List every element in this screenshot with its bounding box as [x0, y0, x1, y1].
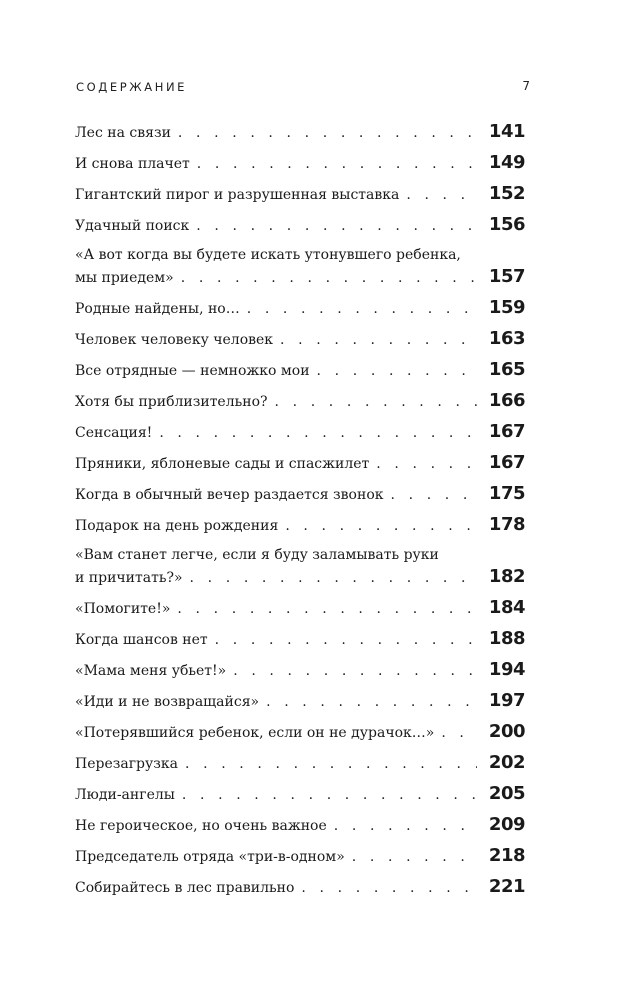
toc-entry-title: Не героическое, но очень важное: [75, 818, 327, 834]
toc-entry-row: [75, 214, 525, 237]
dot-leader: [181, 268, 477, 289]
toc-entry-title: Хотя бы приблизительно?: [75, 394, 268, 410]
toc-entry: [75, 806, 525, 837]
dot-leader: [280, 330, 477, 351]
dot-leader: [406, 185, 477, 206]
toc-entry-title: «Иди и не возвращайся»: [75, 694, 260, 710]
toc-entry-page-number: 167: [488, 452, 525, 473]
toc-entry-row: [75, 814, 525, 837]
toc-entry-title: Собирайтесь в лес правильно: [75, 880, 295, 896]
toc-entry: [75, 868, 525, 899]
toc-entry-row: [75, 876, 525, 899]
dot-leader: [301, 878, 477, 899]
toc-entry-row: [75, 721, 525, 744]
toc-entry-row: [75, 183, 525, 206]
toc-entry: [75, 351, 525, 382]
toc-entry-page-number: 157: [488, 266, 525, 287]
running-title: СОДЕРЖАНИЕ: [76, 80, 188, 94]
toc-entry-row: [75, 514, 525, 537]
toc-entry-page-number: 200: [488, 721, 525, 742]
toc-entry-row: [75, 152, 525, 175]
dot-leader: [317, 361, 477, 382]
toc-entry-row: [75, 690, 525, 713]
toc-entry-title: Человек человеку человек: [75, 332, 274, 348]
toc-entry-row: [75, 628, 525, 651]
toc-entry-page-number: 209: [488, 814, 525, 835]
toc-entry-page-number: 141: [488, 121, 525, 142]
toc-entry-page-number: 218: [488, 845, 525, 866]
toc-entry-title: Люди-ангелы: [75, 787, 175, 803]
toc-entry-title: Когда в обычный вечер раздается звонок: [75, 487, 384, 503]
toc-entry-page-number: 175: [488, 483, 525, 504]
toc-entry-page-number: 163: [488, 328, 525, 349]
toc-entry-title: И снова плачет: [75, 156, 190, 172]
toc-entry-row: [75, 328, 525, 351]
toc-entry-page-number: 182: [488, 566, 525, 587]
toc-entry: [75, 744, 525, 775]
dot-leader: [247, 299, 477, 320]
toc-entry: [75, 413, 525, 444]
toc-entry: [75, 506, 525, 537]
dot-leader: [376, 454, 477, 475]
dot-leader: [182, 785, 477, 806]
toc-entry: [75, 589, 525, 620]
toc-entry: [75, 775, 525, 806]
toc-entry-title: Председатель отряда «три-в-одном»: [75, 849, 345, 865]
toc-entry-row: [75, 297, 525, 320]
toc-entry-row: [75, 452, 525, 475]
toc-entry-title: «Помогите!»: [75, 601, 171, 617]
dot-leader: [159, 423, 477, 444]
toc-entry-page-number: 166: [488, 390, 525, 411]
toc-entry-row: [75, 483, 525, 506]
toc-entry-row: [75, 597, 525, 620]
toc-entry-title: «Потерявшийся ребенок, если он не дурачок…»: [75, 725, 435, 741]
toc-entry-row: [75, 421, 525, 444]
toc-entry-row: [75, 659, 525, 682]
toc-entry: [75, 837, 525, 868]
toc-entry-page-number: 165: [488, 359, 525, 380]
toc-entry-row: [75, 266, 525, 289]
toc-entry-title: Сенсация!: [75, 425, 153, 441]
toc-entry-row: [75, 783, 525, 806]
page-number: 7: [522, 79, 530, 93]
dot-leader: [334, 816, 477, 837]
toc-entry-page-number: 149: [488, 152, 525, 173]
toc-entry: [75, 537, 525, 589]
toc-entry: [75, 651, 525, 682]
toc-entry-row: [75, 566, 525, 589]
toc-entry-page-number: 156: [488, 214, 525, 235]
toc-entry-title: Когда шансов нет: [75, 632, 208, 648]
toc-entry: [75, 713, 525, 744]
toc-entry: [75, 144, 525, 175]
dot-leader: [185, 754, 477, 775]
toc-entry: [75, 320, 525, 351]
dot-leader: [178, 123, 477, 144]
dot-leader: [196, 216, 477, 237]
toc-entry-page-number: 184: [488, 597, 525, 618]
toc-entry-page-number: 159: [488, 297, 525, 318]
toc-entry: [75, 289, 525, 320]
toc-entry-page-number: 197: [488, 690, 525, 711]
dot-leader: [285, 516, 477, 537]
toc-entry: [75, 113, 525, 144]
toc-entry-title: Гигантский пирог и разрушенная выставка: [75, 187, 400, 203]
dot-leader: [215, 630, 477, 651]
dot-leader: [177, 599, 477, 620]
toc-entry: [75, 475, 525, 506]
toc-entry: [75, 682, 525, 713]
dot-leader: [275, 392, 478, 413]
toc-entry: [75, 620, 525, 651]
dot-leader: [190, 568, 477, 589]
dot-leader: [391, 485, 478, 506]
dot-leader: [266, 692, 477, 713]
toc-entry-title: Лес на связи: [75, 125, 171, 141]
toc-entry-page-number: 194: [488, 659, 525, 680]
toc-entry-page-number: 167: [488, 421, 525, 442]
toc-entry-title: «Мама меня убьет!»: [75, 663, 227, 679]
dot-leader: [352, 847, 477, 868]
dot-leader: [197, 154, 477, 175]
toc-entry-row: [75, 752, 525, 775]
toc-entry-title: Удачный поиск: [75, 218, 190, 234]
toc-entry-row: [75, 390, 525, 413]
toc-entry-row: [75, 359, 525, 382]
toc-entry-row: [75, 121, 525, 144]
toc-entry-page-number: 152: [488, 183, 525, 204]
toc-entry-row: [75, 845, 525, 868]
toc-entry-title: Все отрядные — немножко мои: [75, 363, 310, 379]
table-of-contents: [75, 113, 525, 899]
toc-entry: [75, 382, 525, 413]
toc-entry-page-number: 202: [488, 752, 525, 773]
toc-entry-title-line: «А вот когда вы будете искать утонувшего ребенка,: [75, 247, 461, 263]
toc-entry-title: Подарок на день рождения: [75, 518, 279, 534]
toc-entry-page-number: 205: [488, 783, 525, 804]
toc-entry-title: Родные найдены, но…: [75, 301, 240, 317]
toc-entry: [75, 175, 525, 206]
dot-leader: [441, 723, 477, 744]
toc-entry-title: мы приедем»: [75, 270, 174, 286]
toc-entry-page-number: 221: [488, 876, 525, 897]
toc-entry-page-number: 188: [488, 628, 525, 649]
toc-entry: [75, 444, 525, 475]
toc-entry-title: Перезагрузка: [75, 756, 178, 772]
dot-leader: [233, 661, 477, 682]
toc-entry-page-number: 178: [488, 514, 525, 535]
toc-entry-title: Пряники, яблоневые сады и спасжилет: [75, 456, 370, 472]
toc-entry: [75, 237, 525, 289]
toc-entry-title: и причитать?»: [75, 570, 183, 586]
toc-entry: [75, 206, 525, 237]
toc-entry-title-line: «Вам станет легче, если я буду заламывать руки: [75, 547, 439, 563]
